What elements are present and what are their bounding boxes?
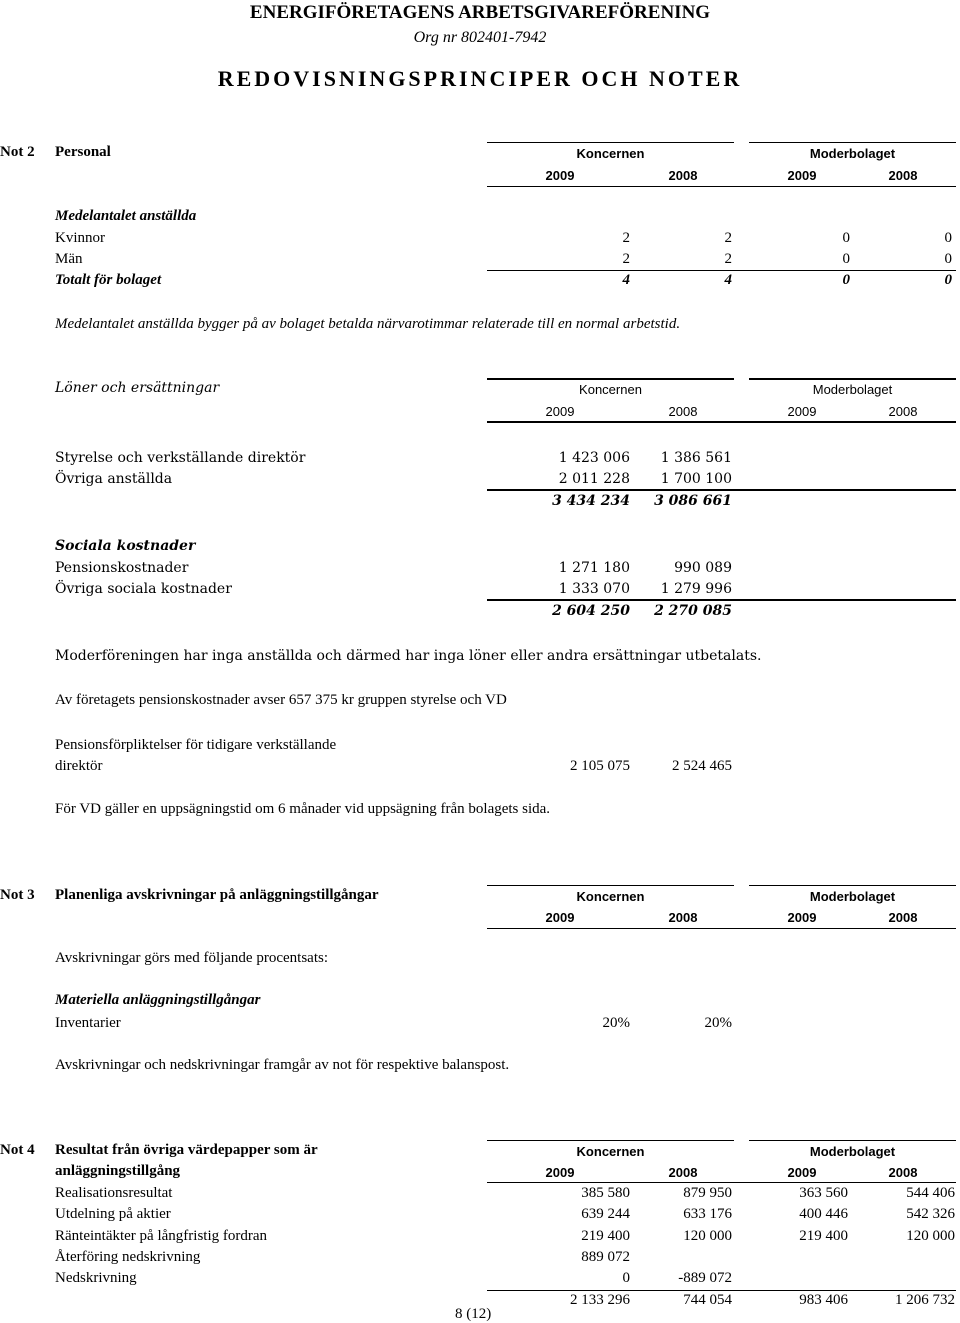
table-row-label: Utdelning på aktier — [55, 1206, 171, 1222]
salary-heading: Löner och ersättningar — [55, 380, 220, 396]
table-row-label: Kvinnor — [55, 230, 105, 246]
table-row-label: Realisationsresultat — [55, 1185, 173, 1201]
note2-year: 2008 — [668, 168, 698, 183]
note2-koncernen-header: Koncernen — [576, 146, 645, 161]
note4-year: 2008 — [668, 1165, 698, 1180]
table-cell: 2 — [724, 251, 732, 267]
table-row-label: Inventarier — [55, 1015, 121, 1031]
table-cell: 2 011 228 — [558, 471, 630, 487]
page-number: 8 (12) — [455, 1306, 492, 1322]
note2-year: 2009 — [545, 168, 575, 183]
table-cell: 0 — [842, 251, 850, 267]
salary-total-cell: 3 086 661 — [654, 493, 732, 509]
table-cell: 120 000 — [906, 1228, 955, 1244]
pension-obligations-value: 2 524 465 — [672, 758, 732, 774]
social-costs-heading: Sociala kostnader — [55, 538, 196, 554]
tangible-assets-heading: Materiella anläggningstillgångar — [55, 992, 261, 1008]
table-total-cell: 0 — [944, 272, 952, 288]
table-cell: 879 950 — [683, 1185, 732, 1201]
table-total-cell: 4 — [622, 272, 630, 288]
social-total-cell: 2 270 085 — [654, 603, 732, 619]
note3-year: 2009 — [787, 910, 817, 925]
table-cell: 2 — [724, 230, 732, 246]
table-total-cell: 4 — [724, 272, 732, 288]
salary-total-cell: 3 434 234 — [552, 493, 630, 509]
note4-moderbolaget-header: Moderbolaget — [809, 1144, 896, 1159]
note3-koncernen-header: Koncernen — [576, 889, 645, 904]
note2-moderbolaget-header: Moderbolaget — [809, 146, 896, 161]
table-cell: 219 400 — [799, 1228, 848, 1244]
note4-year: 2009 — [787, 1165, 817, 1180]
social-total-cell: 2 604 250 — [552, 603, 630, 619]
table-cell: 1 271 180 — [558, 560, 630, 576]
table-cell: 363 560 — [799, 1185, 848, 1201]
organization-name: ENERGIFÖRETAGENS ARBETSGIVAREFÖRENING — [249, 2, 711, 23]
note4-title: Resultat från övriga värdepapper som är — [55, 1142, 318, 1158]
note2-number: Not 2 — [0, 144, 35, 160]
table-row-label: Styrelse och verkställande direktör — [55, 450, 306, 466]
table-cell: 0 — [622, 1270, 630, 1286]
salary-year: 2009 — [545, 404, 575, 419]
table-cell: -889 072 — [678, 1270, 732, 1286]
table-cell: 542 326 — [906, 1206, 955, 1222]
table-cell: 0 — [944, 230, 952, 246]
note3-year: 2009 — [545, 910, 575, 925]
salary-koncernen-header: Koncernen — [579, 382, 642, 397]
note4-total-cell: 2 133 296 — [570, 1292, 630, 1308]
depreciation-note-text: Avskrivningar och nedskrivningar framgår av not för respektive balanspost. — [55, 1057, 510, 1073]
pension-obligations-label-2: direktör — [55, 758, 103, 774]
table-row-label: Ränteintäkter på långfristig fordran — [55, 1228, 268, 1244]
depreciation-rate-text: Avskrivningar görs med följande procentsats: — [55, 950, 328, 966]
table-cell: 20% — [704, 1015, 732, 1031]
note2-year: 2009 — [787, 168, 817, 183]
table-cell: 385 580 — [581, 1185, 630, 1201]
table-row-label: Övriga sociala kostnader — [55, 581, 232, 597]
note4-number: Not 4 — [0, 1142, 35, 1158]
table-cell: 0 — [944, 251, 952, 267]
note4-total-cell: 1 206 732 — [895, 1292, 955, 1308]
avg-employees-note: Medelantalet anställda bygger på av bolaget betalda närvarotimmar relaterade till en normal arbetstid. — [55, 316, 681, 332]
table-total-label: Totalt för bolaget — [55, 272, 162, 288]
table-cell: 0 — [842, 230, 850, 246]
note4-total-cell: 744 054 — [683, 1292, 732, 1308]
table-cell: 2 — [622, 251, 630, 267]
table-cell: 639 244 — [581, 1206, 630, 1222]
note4-year: 2009 — [545, 1165, 575, 1180]
table-row-label: Pensionskostnader — [55, 560, 189, 576]
table-cell: 219 400 — [581, 1228, 630, 1244]
table-cell: 1 386 561 — [660, 450, 732, 466]
table-row-label: Övriga anställda — [55, 471, 173, 487]
org-number: Org nr 802401-7942 — [413, 29, 547, 46]
table-cell: 120 000 — [683, 1228, 732, 1244]
table-cell: 400 446 — [799, 1206, 848, 1222]
table-cell: 20% — [602, 1015, 630, 1031]
note4-title-2: anläggningstillgång — [55, 1163, 181, 1179]
pension-obligations-label: Pensionsförpliktelser för tidigare verkställande — [55, 737, 337, 753]
table-cell: 544 406 — [906, 1185, 955, 1201]
salary-year: 2008 — [668, 404, 698, 419]
avg-employees-heading: Medelantalet anställda — [55, 208, 197, 224]
table-cell: 2 — [622, 230, 630, 246]
note2-year: 2008 — [888, 168, 918, 183]
note3-number: Not 3 — [0, 887, 35, 903]
table-cell: 1 279 996 — [660, 581, 732, 597]
table-cell: 990 089 — [674, 560, 732, 576]
note3-title: Planenliga avskrivningar på anläggningstillgångar — [55, 887, 379, 903]
table-row-label: Män — [55, 251, 83, 267]
note2-title: Personal — [55, 144, 111, 160]
page-title: REDOVISNINGSPRINCIPER OCH NOTER — [217, 66, 743, 91]
table-total-cell: 0 — [842, 272, 850, 288]
table-row-label: Nedskrivning — [55, 1270, 137, 1286]
note4-year: 2008 — [888, 1165, 918, 1180]
note3-year: 2008 — [888, 910, 918, 925]
note3-moderbolaget-header: Moderbolaget — [809, 889, 896, 904]
parent-no-employees-text: Moderföreningen har inga anställda och därmed har inga löner eller andra ersättningar utbetalats. — [55, 648, 762, 664]
table-row-label: Återföring nedskrivning — [55, 1249, 201, 1265]
note4-koncernen-header: Koncernen — [576, 1144, 645, 1159]
salary-year: 2008 — [888, 404, 918, 419]
table-cell: 889 072 — [581, 1249, 630, 1265]
salary-moderbolaget-header: Moderbolaget — [812, 382, 893, 397]
note3-year: 2008 — [668, 910, 698, 925]
note4-total-cell: 983 406 — [799, 1292, 848, 1308]
table-cell: 1 423 006 — [558, 450, 630, 466]
table-cell: 1 333 070 — [558, 581, 630, 597]
pension-costs-text: Av företagets pensionskostnader avser 657 375 kr gruppen styrelse och VD — [55, 692, 507, 708]
salary-year: 2009 — [787, 404, 817, 419]
notice-period-text: För VD gäller en uppsägningstid om 6 månader vid uppsägning från bolagets sida. — [55, 801, 551, 817]
table-cell: 633 176 — [683, 1206, 732, 1222]
pension-obligations-value: 2 105 075 — [570, 758, 630, 774]
table-cell: 1 700 100 — [660, 471, 732, 487]
